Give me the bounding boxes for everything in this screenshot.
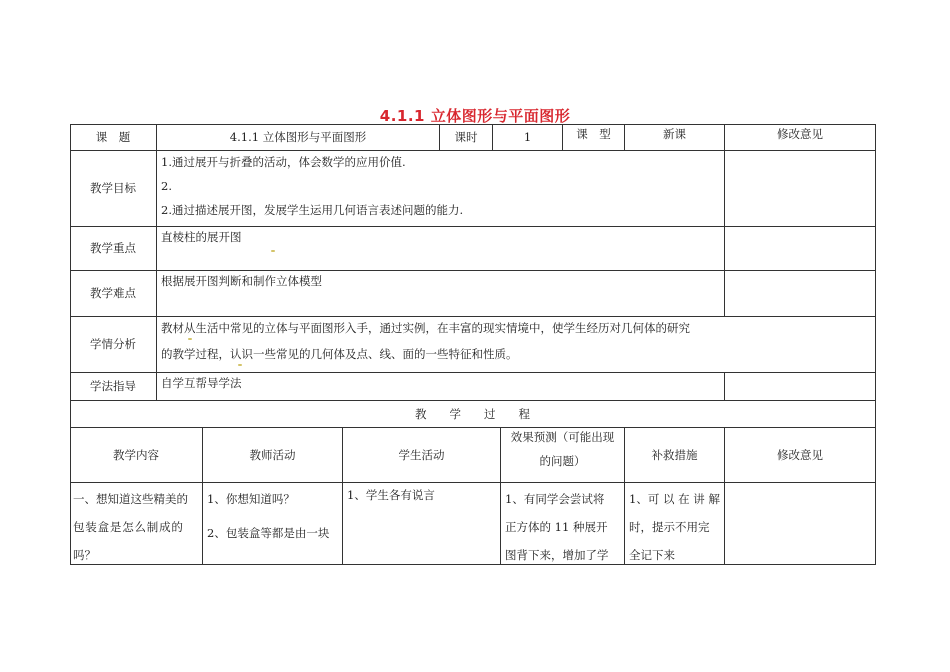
key-content: 直棱柱的展开图 <box>157 227 725 271</box>
analysis-line-2: 的教学过程，认识一些常见的几何体及点、线、面的一些特征和性质。 <box>161 347 518 361</box>
row1-student: 1、学生各有说言 <box>343 483 501 565</box>
label-topic: 课 题 <box>70 124 157 151</box>
difficult-content: 根据展开图判断和制作立体模型 <box>157 271 725 317</box>
topic-value: 4.1.1 立体图形与平面图形 <box>157 124 440 151</box>
row1-teacher-line-2: 2、包装盒等都是由一块 <box>207 526 330 540</box>
ink-mark <box>238 364 242 366</box>
row1-remedy-line-1: 1、可 以 在 讲 解 <box>629 492 720 506</box>
row1-effect-line-1: 1、有同学会尝试将 <box>505 492 605 506</box>
row1-effect <box>501 483 625 565</box>
row1-remedy-line-3: 全记下来 <box>629 548 675 562</box>
ink-mark <box>188 338 192 340</box>
goals-revise <box>725 151 876 227</box>
document-title: 4.1.1 立体图形与平面图形 <box>379 107 571 125</box>
row1-remedy-line-2: 时，提示不用完 <box>629 520 710 534</box>
col-effect-line-2: 的问题） <box>539 454 586 468</box>
label-hours: 课时 <box>440 124 493 151</box>
row1-revise <box>725 483 876 565</box>
process-heading: 教 学 过 程 <box>70 401 876 428</box>
key-revise <box>725 227 876 271</box>
row1-content-line-3: 吗？ <box>73 548 96 562</box>
analysis-label: 学情分析 <box>70 317 157 373</box>
method-revise <box>725 373 876 401</box>
ink-mark <box>271 250 275 252</box>
method-content: 自学互帮导学法 <box>157 373 725 401</box>
goal-line-3: 2.通过描述展开图，发展学生运用几何语言表述问题的能力. <box>161 203 464 217</box>
col-content: 教学内容 <box>70 428 203 483</box>
goal-line-2: 2. <box>161 179 172 193</box>
goals-content <box>157 151 725 227</box>
method-label: 学法指导 <box>70 373 157 401</box>
row1-effect-line-3: 图背下来，增加了学 <box>505 548 609 562</box>
row1-content-line-1: 一、想知道这些精美的 <box>73 492 188 506</box>
key-label: 教学重点 <box>70 227 157 271</box>
col-teacher: 教师活动 <box>203 428 343 483</box>
analysis-content <box>157 317 876 373</box>
goal-line-1: 1.通过展开与折叠的活动，体会数学的应用价值. <box>161 155 406 169</box>
row1-effect-line-2: 正方体的 11 种展开 <box>505 520 608 534</box>
analysis-line-1: 教材从生活中常见的立体与平面图形入手，通过实例，在丰富的现实情境中，使学生经历对几何体的研究 <box>161 321 690 335</box>
col-revise: 修改意见 <box>725 428 876 483</box>
row1-content <box>70 483 203 565</box>
col-effect-line-1: 效果预测（可能出现 <box>510 430 615 444</box>
hours-value: 1 <box>493 124 563 151</box>
label-type: 课 型 <box>563 124 625 151</box>
col-effect <box>501 428 625 483</box>
col-remedy: 补救措施 <box>625 428 725 483</box>
row1-teacher <box>203 483 343 565</box>
goals-label: 教学目标 <box>70 151 157 227</box>
label-revise: 修改意见 <box>725 124 876 151</box>
difficult-revise <box>725 271 876 317</box>
row1-remedy <box>625 483 725 565</box>
col-student: 学生活动 <box>343 428 501 483</box>
type-value: 新课 <box>625 124 725 151</box>
difficult-label: 教学难点 <box>70 271 157 317</box>
row1-content-line-2: 包装盒是怎么制成的 <box>73 520 184 534</box>
row1-teacher-line-1: 1、你想知道吗？ <box>207 492 295 506</box>
